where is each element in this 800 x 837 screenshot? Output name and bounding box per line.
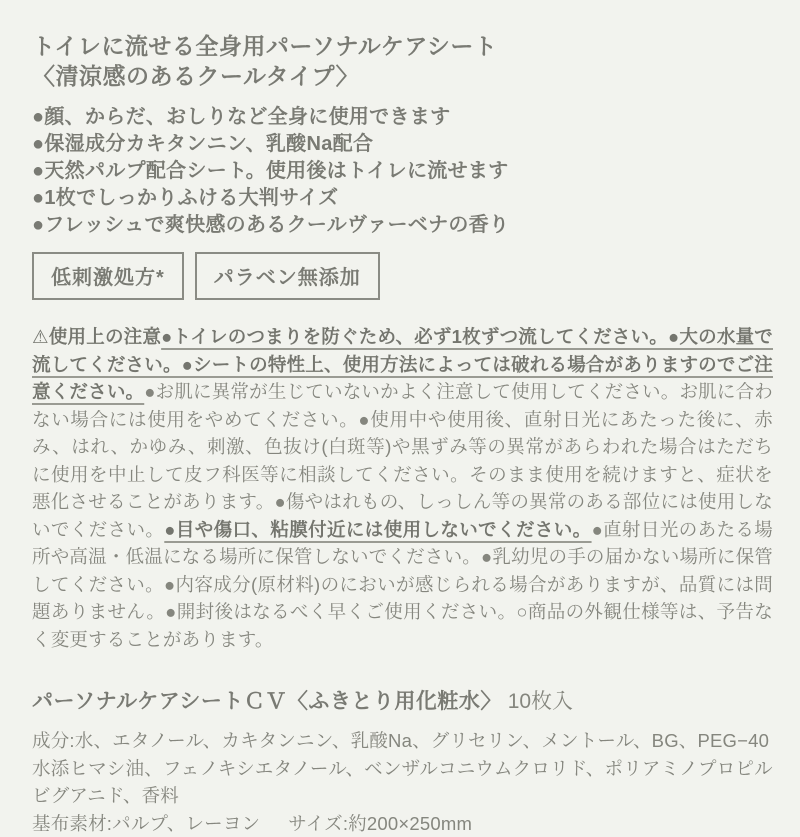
- warning-mucosa-caution: ●目や傷口、粘膜付近には使用しないでください。: [164, 519, 591, 540]
- warning-heading: ⚠使用上の注意: [32, 326, 161, 347]
- product-name: パーソナルケアシートＣＶ〈ふきとり用化粧水〉: [32, 690, 502, 713]
- ingredients-text: 成分:水、エタノール、カキタンニン、乳酸Na、グリセリン、メントール、BG、PEG−40水添ヒマシ油、フェノキシエタノール、ベンザルコニウムクロリド、ポリアミノプロピルビグアニド、香料: [32, 727, 777, 810]
- sheet-size-text: サイズ:約200×250mm: [288, 813, 472, 834]
- feature-item: ●天然パルプ配合シート。使用後はトイレに流せます: [32, 158, 772, 185]
- product-count: 10枚入: [508, 690, 573, 713]
- product-name-line: [32, 685, 772, 715]
- badge-row: [32, 252, 772, 300]
- warning-skin-caution: ●お肌に異常が生じていないかよく注意して使用してください。お肌に合わない場合には使用をやめてください。●使用中や使用後、直射日光にあたった後に、赤み、はれ、かゆみ、刺激、色抜け(白斑等)や黒ずみ等の異常があらわれた場合はただちに使用を中止して皮フ科医等に相談してください。そのまま使用を続けますと、症状を悪化させることがあります。●傷やはれもの、しっしん等の異常のある部位には使用しないでください。: [32, 381, 773, 540]
- feature-item: ●フレッシュで爽快感のあるクールヴァーベナの香り: [32, 212, 772, 239]
- warning-flush-rule: ●トイレのつまりを防ぐため、必ず1枚ずつ流してください。●大の水量で流してください。●シートの特性上、使用方法によっては破れる場合がありますのでご注意ください。: [32, 326, 773, 402]
- base-material-text: 基布素材:パルプ、レーヨン: [32, 813, 260, 834]
- badge-paraben-free: パラベン無添加: [195, 252, 380, 300]
- feature-item: ●顔、からだ、おしりなど全身に使用できます: [32, 104, 772, 131]
- materials-size-line: [32, 810, 777, 837]
- product-title: トイレに流せる全身用パーソナルケアシート: [32, 31, 772, 61]
- usage-warning-paragraph: [32, 323, 773, 653]
- feature-item: ●保湿成分カキタンニン、乳酸Na配合: [32, 131, 772, 158]
- feature-item: ●1枚でしっかりふける大判サイズ: [32, 185, 772, 212]
- badge-hypoallergenic: 低刺激処方*: [32, 252, 184, 300]
- product-subtitle: 〈清涼感のあるクールタイプ〉: [32, 61, 772, 91]
- page-header: [32, 31, 772, 91]
- feature-list: [32, 104, 772, 239]
- warning-storage-caution: ●直射日光のあたる場所や高温・低温になる場所に保管しないでください。●乳幼児の手の届かない場所に保管してください。●内容成分(原材料)のにおいが感じられる場合がありますが、品質には問題ありません。●開封後はなるべく早くご使用ください。○商品の外観仕様等は、予告なく変更することがあります。: [32, 519, 773, 650]
